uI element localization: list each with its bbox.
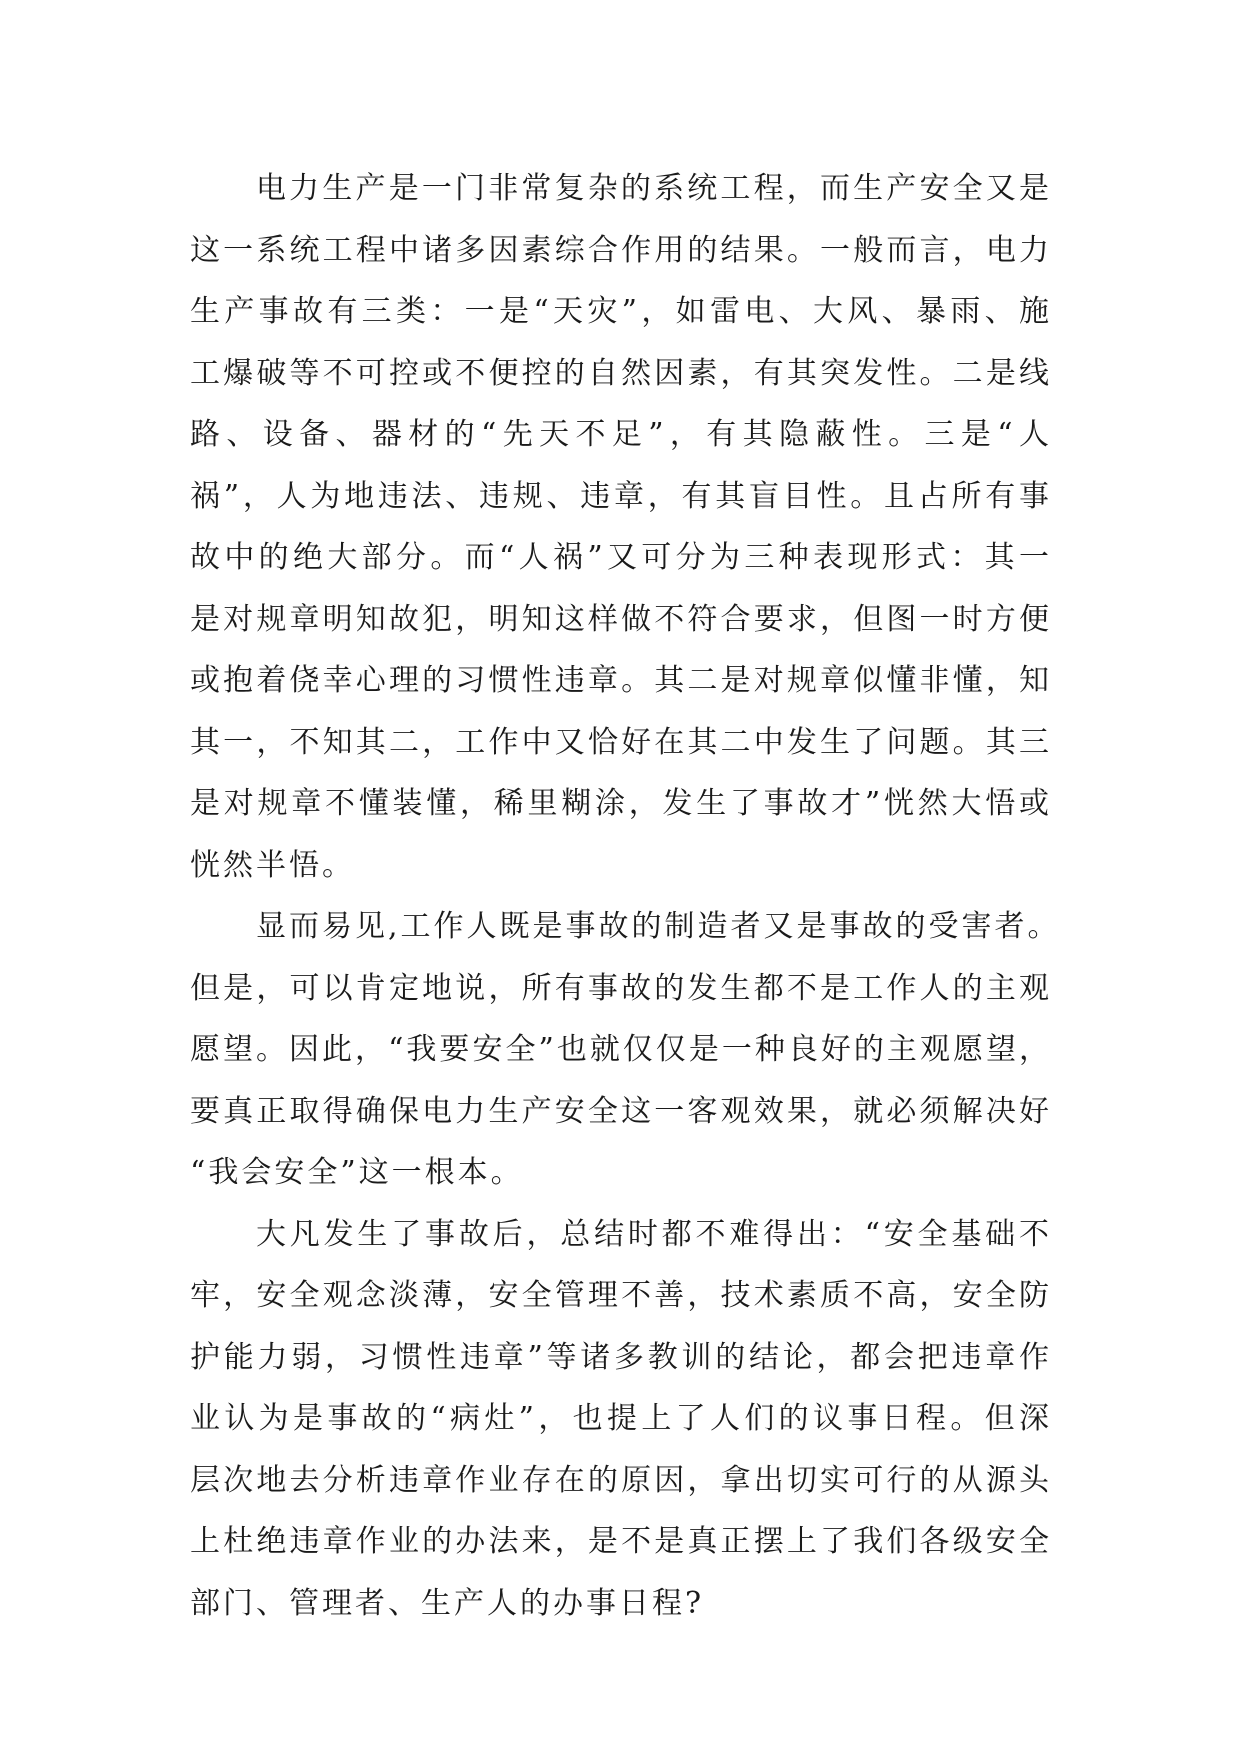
text-line: 大凡发生了事故后，总结时都不难得出：“安全基础不 <box>256 1216 1052 1252</box>
text-line: 故中的绝大部分。而“人祸”又可分为三种表现形式：其一 <box>190 540 1052 575</box>
paragraph-list <box>190 158 1061 1634</box>
text-line: 业认为是事故的“病灶”，也提上了人们的议事日程。但深 <box>190 1401 1052 1436</box>
paragraph <box>190 896 1061 1204</box>
text-line: 牢，安全观念淡薄，安全管理不善，技术素质不高，安全防 <box>190 1278 1052 1313</box>
text-line: 路、设备、器材的“先天不足”，有其隐蔽性。三是“人 <box>190 417 1052 452</box>
text-line: 生产事故有三类：一是“天灾”，如雷电、大风、暴雨、施 <box>190 294 1052 329</box>
text-line: 祸”，人为地违法、违规、违章，有其盲目性。且占所有事 <box>190 478 1052 514</box>
paragraph <box>190 158 1052 896</box>
text-line: 显而易见,工作人既是事故的制造者又是事故的受害者。 <box>256 909 1061 944</box>
text-line: 上杜绝违章作业的办法来，是不是真正摆上了我们各级安全 <box>190 1524 1052 1559</box>
text-line: 是对规章不懂装懂，稀里糊涂，发生了事故才”恍然大悟或 <box>190 786 1052 821</box>
text-line: 或抱着侥幸心理的习惯性违章。其二是对规章似懂非懂，知 <box>190 663 1052 698</box>
text-line: 要真正取得确保电力生产安全这一客观效果，就必须解决好 <box>190 1093 1052 1129</box>
text-line: 电力生产是一门非常复杂的系统工程，而生产安全又是 <box>256 171 1052 206</box>
text-line: 愿望。因此，“我要安全”也就仅仅是一种良好的主观愿望， <box>190 1032 1052 1067</box>
text-line: “我会安全”这一根本。 <box>190 1155 524 1190</box>
text-line: 护能力弱，习惯性违章”等诸多教训的结论，都会把违章作 <box>190 1339 1052 1375</box>
document-body <box>190 158 1061 1634</box>
text-line: 工爆破等不可控或不便控的自然因素，有其突发性。二是线 <box>190 355 1052 391</box>
text-line: 这一系统工程中诸多因素综合作用的结果。一般而言，电力 <box>190 232 1052 268</box>
text-line: 部门、管理者、生产人的办事日程? <box>190 1585 705 1621</box>
paragraph <box>190 1204 1052 1635</box>
text-line: 其一，不知其二，工作中又恰好在其二中发生了问题。其三 <box>190 724 1052 760</box>
text-line: 是对规章明知故犯，明知这样做不符合要求，但图一时方便 <box>190 601 1052 637</box>
text-line: 但是，可以肯定地说，所有事故的发生都不是工作人的主观 <box>190 970 1052 1006</box>
text-line: 层次地去分析违章作业存在的原因，拿出切实可行的从源头 <box>190 1462 1052 1498</box>
text-line: 恍然半悟。 <box>190 847 355 883</box>
